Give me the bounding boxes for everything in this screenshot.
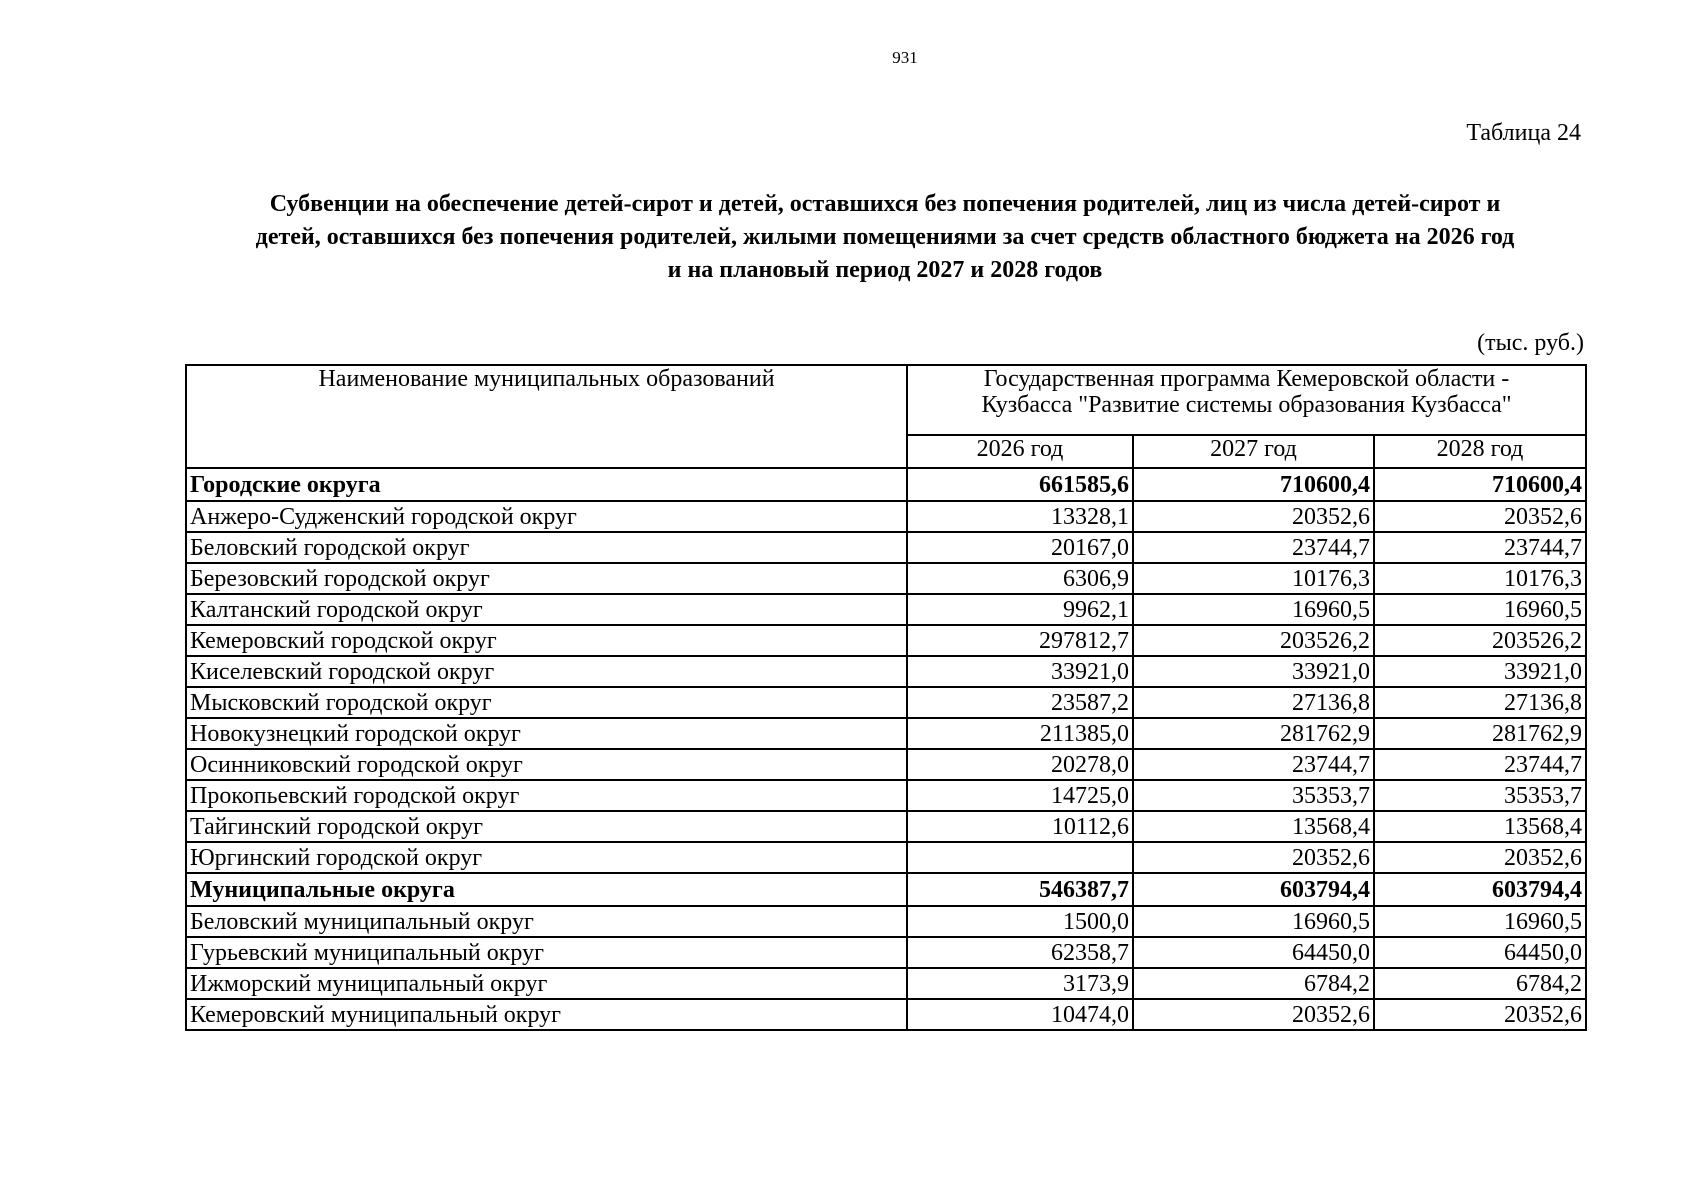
value-2028-cell: 20352,6 (1374, 999, 1586, 1030)
value-2026-cell (907, 842, 1133, 873)
municipality-name-cell: Муниципальные округа (186, 873, 907, 906)
value-2027-cell: 64450,0 (1133, 937, 1374, 968)
value-2027-cell: 23744,7 (1133, 749, 1374, 780)
value-2027-cell: 203526,2 (1133, 625, 1374, 656)
municipality-name-cell: Кемеровский муниципальный округ (186, 999, 907, 1030)
table-label: Таблица 24 (1466, 120, 1581, 146)
table-row (186, 532, 1586, 563)
municipality-name-cell: Гурьевский муниципальный округ (186, 937, 907, 968)
value-2026-cell: 661585,6 (907, 468, 1133, 501)
municipality-name-cell: Беловский муниципальный округ (186, 906, 907, 937)
value-2027-cell: 20352,6 (1133, 999, 1374, 1030)
value-2028-cell: 16960,5 (1374, 594, 1586, 625)
value-2026-cell: 62358,7 (907, 937, 1133, 968)
value-2028-cell: 23744,7 (1374, 532, 1586, 563)
units-note: (тыс. руб.) (1477, 330, 1584, 356)
value-2027-cell: 281762,9 (1133, 718, 1374, 749)
value-2026-cell: 546387,7 (907, 873, 1133, 906)
value-2028-cell: 16960,5 (1374, 906, 1586, 937)
value-2028-cell: 64450,0 (1374, 937, 1586, 968)
value-2027-cell: 13568,4 (1133, 811, 1374, 842)
municipality-name-cell: Анжеро-Судженский городской округ (186, 501, 907, 532)
title-line: и на плановый период 2027 и 2028 годов (667, 257, 1103, 283)
title-line: Субвенции на обеспечение детей-сирот и детей, оставшихся без попечения родителей, лиц из числа детей-сирот и (269, 191, 1501, 217)
table-row (186, 625, 1586, 656)
table-row (186, 999, 1586, 1030)
group-total-row (186, 468, 1586, 501)
value-2026-cell: 10474,0 (907, 999, 1133, 1030)
value-2028-cell: 710600,4 (1374, 468, 1586, 501)
value-2028-cell: 23744,7 (1374, 749, 1586, 780)
value-2026-cell: 6306,9 (907, 563, 1133, 594)
value-2028-cell: 603794,4 (1374, 873, 1586, 906)
value-2027-cell: 27136,8 (1133, 687, 1374, 718)
municipality-name-cell: Тайгинский городской округ (186, 811, 907, 842)
value-2027-cell: 23744,7 (1133, 532, 1374, 563)
value-2026-cell: 13328,1 (907, 501, 1133, 532)
header-year-2026: 2026 год (907, 435, 1133, 468)
title-line: детей, оставшихся без попечения родителей, жилыми помещениями за счет средств областного бюджета на 2026 год (255, 224, 1515, 250)
value-2028-cell: 33921,0 (1374, 656, 1586, 687)
value-2027-cell: 35353,7 (1133, 780, 1374, 811)
municipality-name-cell: Ижморский муниципальный округ (186, 968, 907, 999)
value-2028-cell: 27136,8 (1374, 687, 1586, 718)
page-number: 931 (892, 48, 918, 67)
table-row (186, 501, 1586, 532)
value-2028-cell: 6784,2 (1374, 968, 1586, 999)
program-header-line: Государственная программа Кемеровской области - (983, 366, 1510, 392)
table-row (186, 968, 1586, 999)
municipality-name-cell: Новокузнецкий городской округ (186, 718, 907, 749)
value-2026-cell: 14725,0 (907, 780, 1133, 811)
municipality-name-cell: Прокопьевский городской округ (186, 780, 907, 811)
table-row (186, 718, 1586, 749)
value-2026-cell: 297812,7 (907, 625, 1133, 656)
municipality-name-cell: Мысковский городской округ (186, 687, 907, 718)
value-2028-cell: 20352,6 (1374, 842, 1586, 873)
value-2026-cell: 20167,0 (907, 532, 1133, 563)
municipality-name-cell: Юргинский городской округ (186, 842, 907, 873)
header-state-program (907, 365, 1586, 435)
table-row (186, 563, 1586, 594)
municipality-name-cell: Кемеровский городской округ (186, 625, 907, 656)
value-2028-cell: 10176,3 (1374, 563, 1586, 594)
value-2027-cell: 33921,0 (1133, 656, 1374, 687)
value-2027-cell: 710600,4 (1133, 468, 1374, 501)
table-row (186, 811, 1586, 842)
value-2026-cell: 33921,0 (907, 656, 1133, 687)
value-2028-cell: 13568,4 (1374, 811, 1586, 842)
table-row (186, 749, 1586, 780)
municipality-name-cell: Городские округа (186, 468, 907, 501)
header-year-2027: 2027 год (1133, 435, 1374, 468)
header-municipality-name: Наименование муниципальных образований (186, 365, 907, 468)
value-2027-cell: 16960,5 (1133, 594, 1374, 625)
subsidies-table (185, 364, 1587, 1031)
value-2027-cell: 10176,3 (1133, 563, 1374, 594)
table-row (186, 780, 1586, 811)
value-2027-cell: 603794,4 (1133, 873, 1374, 906)
value-2027-cell: 16960,5 (1133, 906, 1374, 937)
value-2027-cell: 20352,6 (1133, 842, 1374, 873)
value-2027-cell: 20352,6 (1133, 501, 1374, 532)
value-2026-cell: 3173,9 (907, 968, 1133, 999)
value-2028-cell: 20352,6 (1374, 501, 1586, 532)
table-row (186, 842, 1586, 873)
table-row (186, 937, 1586, 968)
value-2026-cell: 211385,0 (907, 718, 1133, 749)
value-2026-cell: 9962,1 (907, 594, 1133, 625)
group-total-row (186, 873, 1586, 906)
value-2026-cell: 1500,0 (907, 906, 1133, 937)
value-2027-cell: 6784,2 (1133, 968, 1374, 999)
header-year-2028: 2028 год (1374, 435, 1586, 468)
program-header-line: Кузбасса "Развитие системы образования Кузбасса" (981, 392, 1512, 418)
municipality-name-cell: Березовский городской округ (186, 563, 907, 594)
table-row (186, 687, 1586, 718)
value-2026-cell: 23587,2 (907, 687, 1133, 718)
document-title (180, 188, 1590, 287)
table-body (186, 468, 1586, 1030)
value-2028-cell: 35353,7 (1374, 780, 1586, 811)
value-2026-cell: 10112,6 (907, 811, 1133, 842)
municipality-name-cell: Беловский городской округ (186, 532, 907, 563)
table-row (186, 656, 1586, 687)
table-row (186, 594, 1586, 625)
value-2028-cell: 281762,9 (1374, 718, 1586, 749)
value-2028-cell: 203526,2 (1374, 625, 1586, 656)
value-2026-cell: 20278,0 (907, 749, 1133, 780)
municipality-name-cell: Калтанский городской округ (186, 594, 907, 625)
municipality-name-cell: Осинниковский городской округ (186, 749, 907, 780)
table-row (186, 906, 1586, 937)
municipality-name-cell: Киселевский городской округ (186, 656, 907, 687)
